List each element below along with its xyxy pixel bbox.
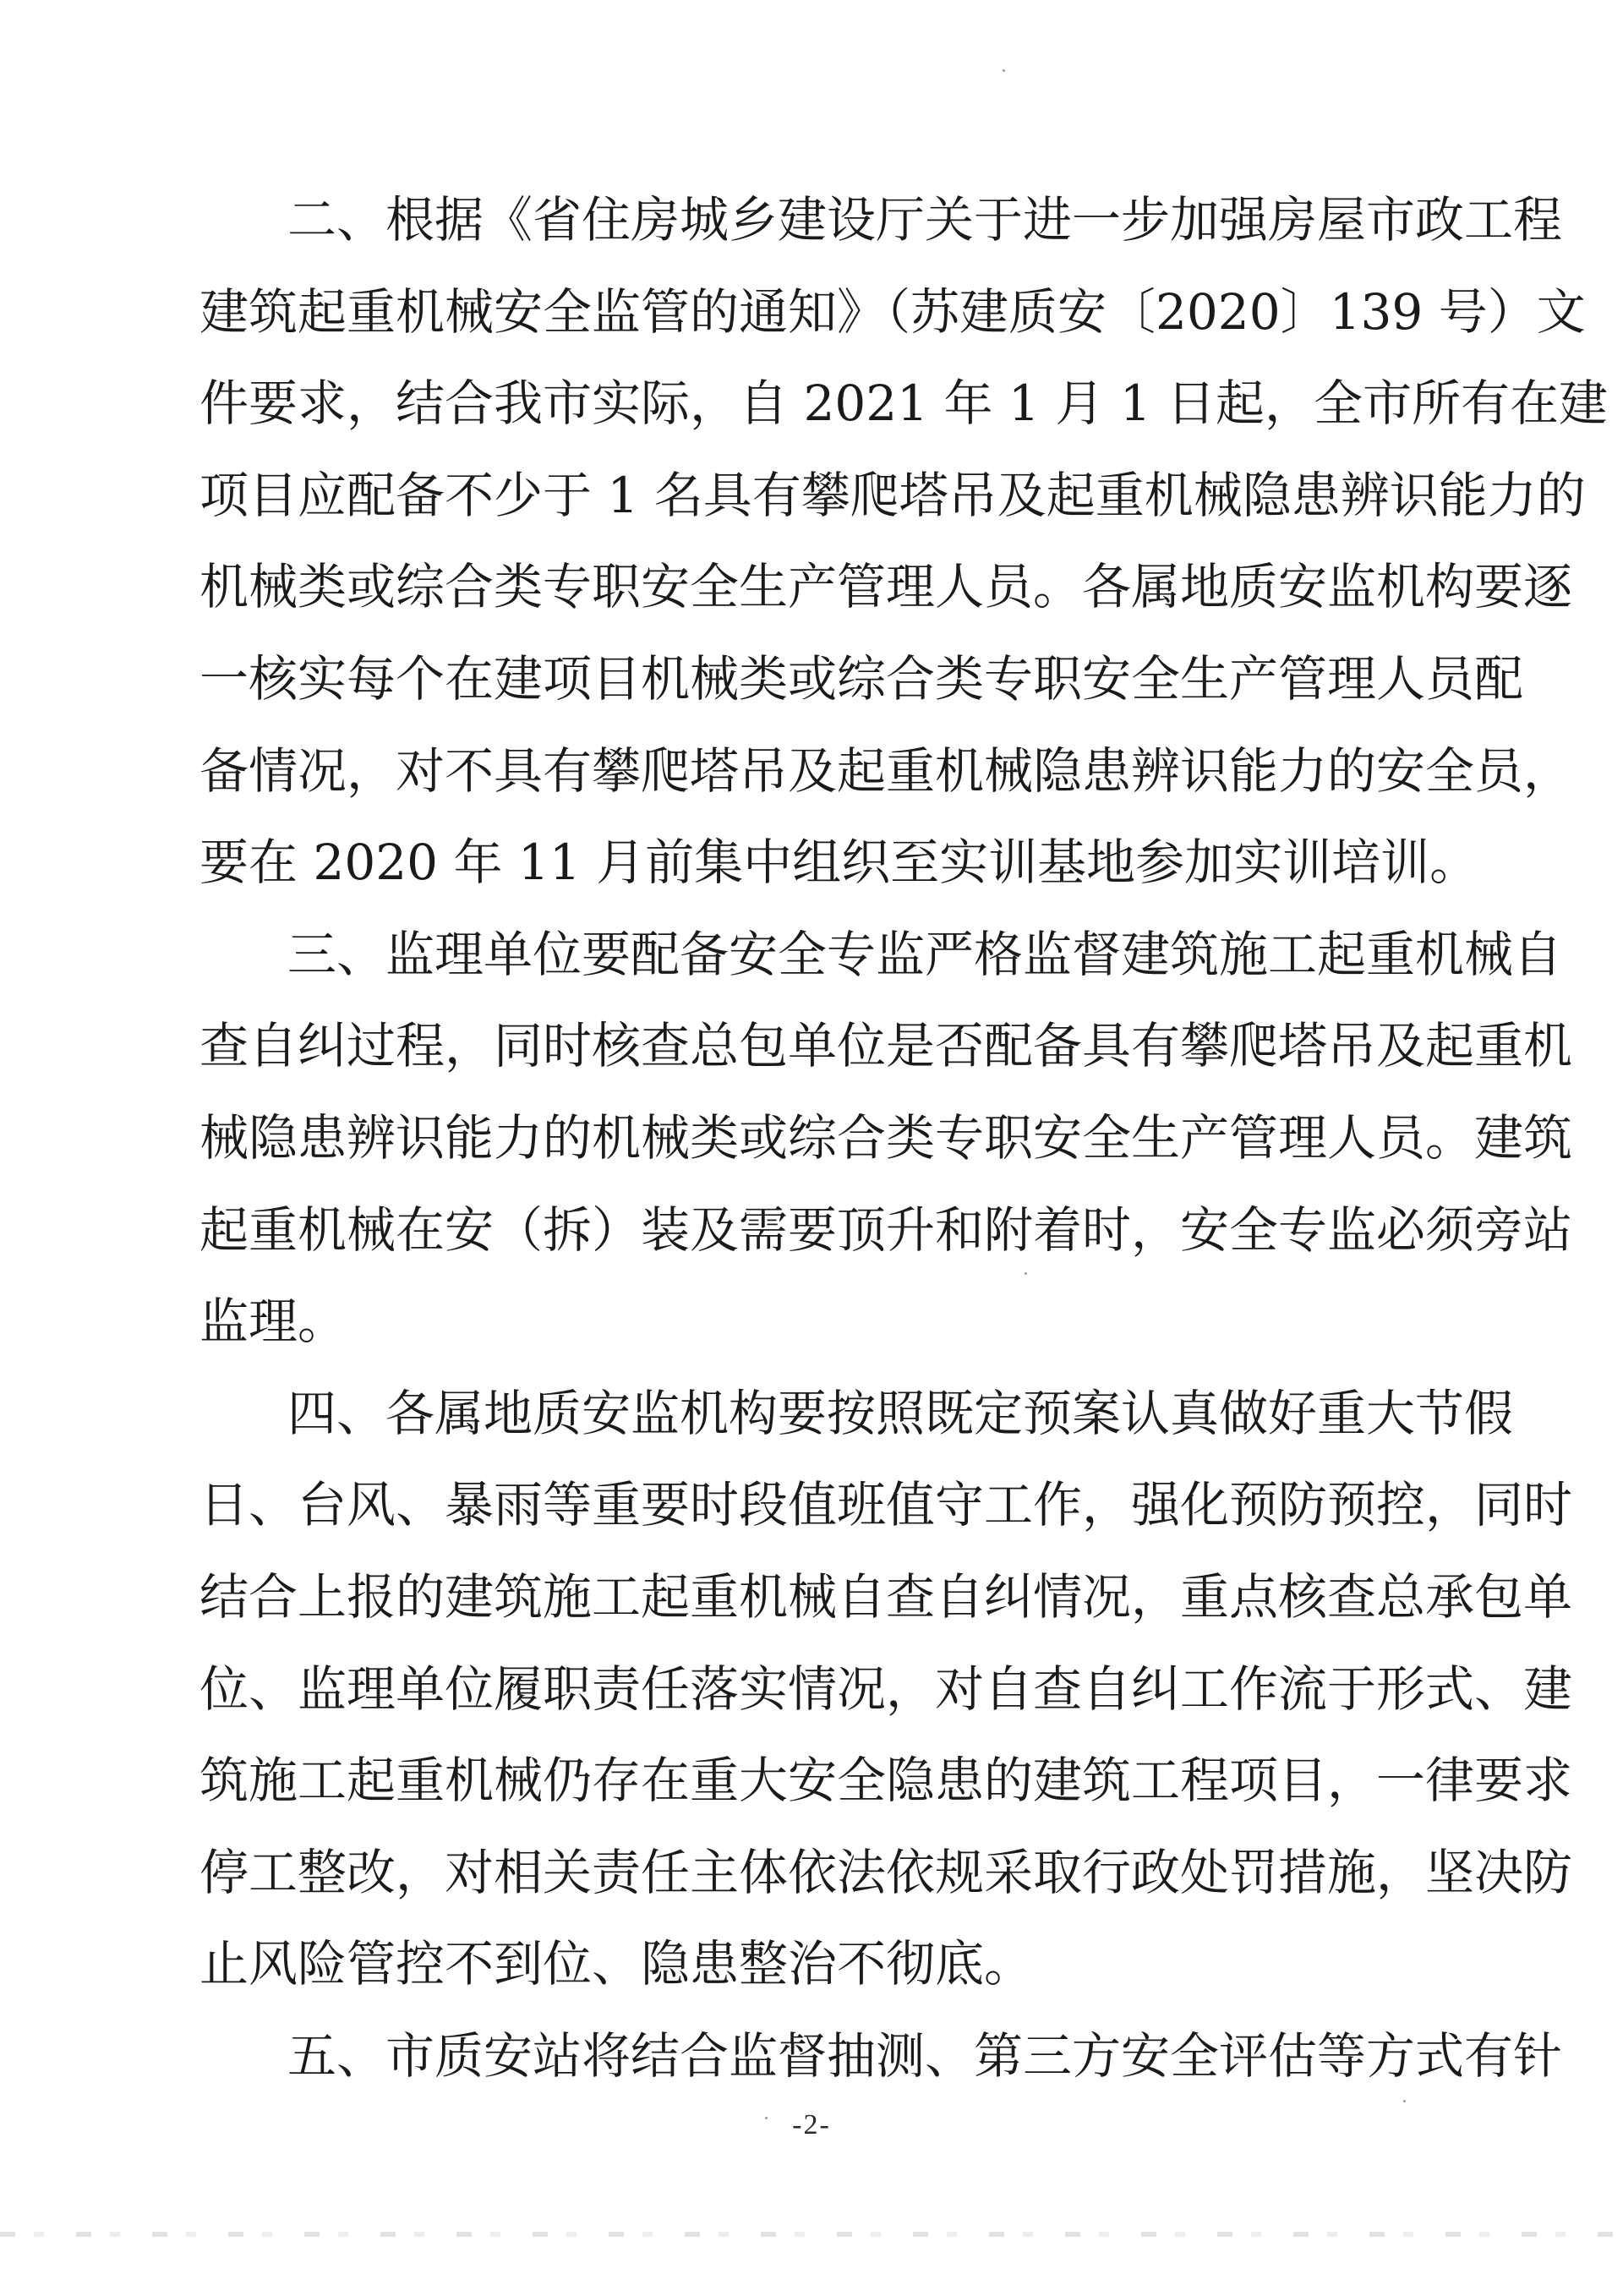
scan-speck (1003, 69, 1005, 72)
text-line: 备情况，对不具有攀爬塔吊及起重机械隐患辨识能力的安全员， (199, 741, 1573, 800)
text-line: 停工整改，对相关责任主体依法依规采取行政处罚措施，坚决防 (199, 1843, 1573, 1901)
paragraph-3 (199, 925, 1573, 1384)
text-line: 四、各属地质安监机构要按照既定预案认真做好重大节假 (287, 1384, 1514, 1442)
scan-speck (765, 2117, 768, 2119)
text-line: 三、监理单位要配备安全专监严格监督建筑施工起重机械自 (287, 925, 1563, 983)
scan-edge-artifact (0, 2232, 1623, 2237)
page-number: -2- (792, 2109, 831, 2140)
text-line: 起重机械在安（拆）装及需要顶升和附着时，安全专监必须旁站 (199, 1200, 1573, 1259)
scan-speck (1025, 1272, 1027, 1275)
text-line: 筑施工起重机械仍存在重大安全隐患的建筑工程项目，一律要求 (199, 1752, 1573, 1810)
text-line: 机械类或综合类专职安全生产管理人员。各属地质安监机构要逐 (199, 558, 1573, 616)
text-line: 查自纠过程，同时核查总包单位是否配备具有攀爬塔吊及起重机 (199, 1017, 1573, 1075)
text-line: 建筑起重机械安全监管的通知》（苏建质安〔2020〕139 号）文 (199, 282, 1586, 341)
text-line: 二、根据《省住房城乡建设厅关于进一步加强房屋市政工程 (287, 191, 1563, 249)
text-line: 械隐患辨识能力的机械类或综合类专职安全生产管理人员。建筑 (199, 1108, 1573, 1167)
text-line: 五、市质安站将结合监督抽测、第三方安全评估等方式有针 (287, 2026, 1563, 2085)
text-line: 项目应配备不少于 1 名具有攀爬塔吊及起重机械隐患辨识能力的 (199, 466, 1586, 524)
text-line: 结合上报的建筑施工起重机械自查自纠情况，重点核查总承包单 (199, 1567, 1573, 1626)
document-body (199, 190, 1609, 2118)
text-line: 要在 2020 年 11 月前集中组织至实训基地参加实训培训。 (199, 834, 1479, 892)
text-line: 一核实每个在建项目机械类或综合类专职安全生产管理人员配 (199, 649, 1524, 708)
paragraph-5 (199, 2026, 1563, 2118)
text-line: 位、监理单位履职责任落实情况，对自查自纠工作流于形式、建 (199, 1659, 1573, 1718)
text-line: 件要求，结合我市实际，自 2021 年 1 月 1 日起，全市所有在建 (199, 374, 1609, 433)
text-line: 监理。 (199, 1293, 347, 1351)
text-line: 日、台风、暴雨等重要时段值班值守工作，强化预防预控，同时 (199, 1476, 1573, 1534)
paragraph-4 (199, 1384, 1573, 2026)
text-line: 止风险管控不到位、隐患整治不彻底。 (199, 1935, 1034, 1993)
paragraph-2 (199, 190, 1609, 925)
scan-speck (1403, 2100, 1406, 2102)
